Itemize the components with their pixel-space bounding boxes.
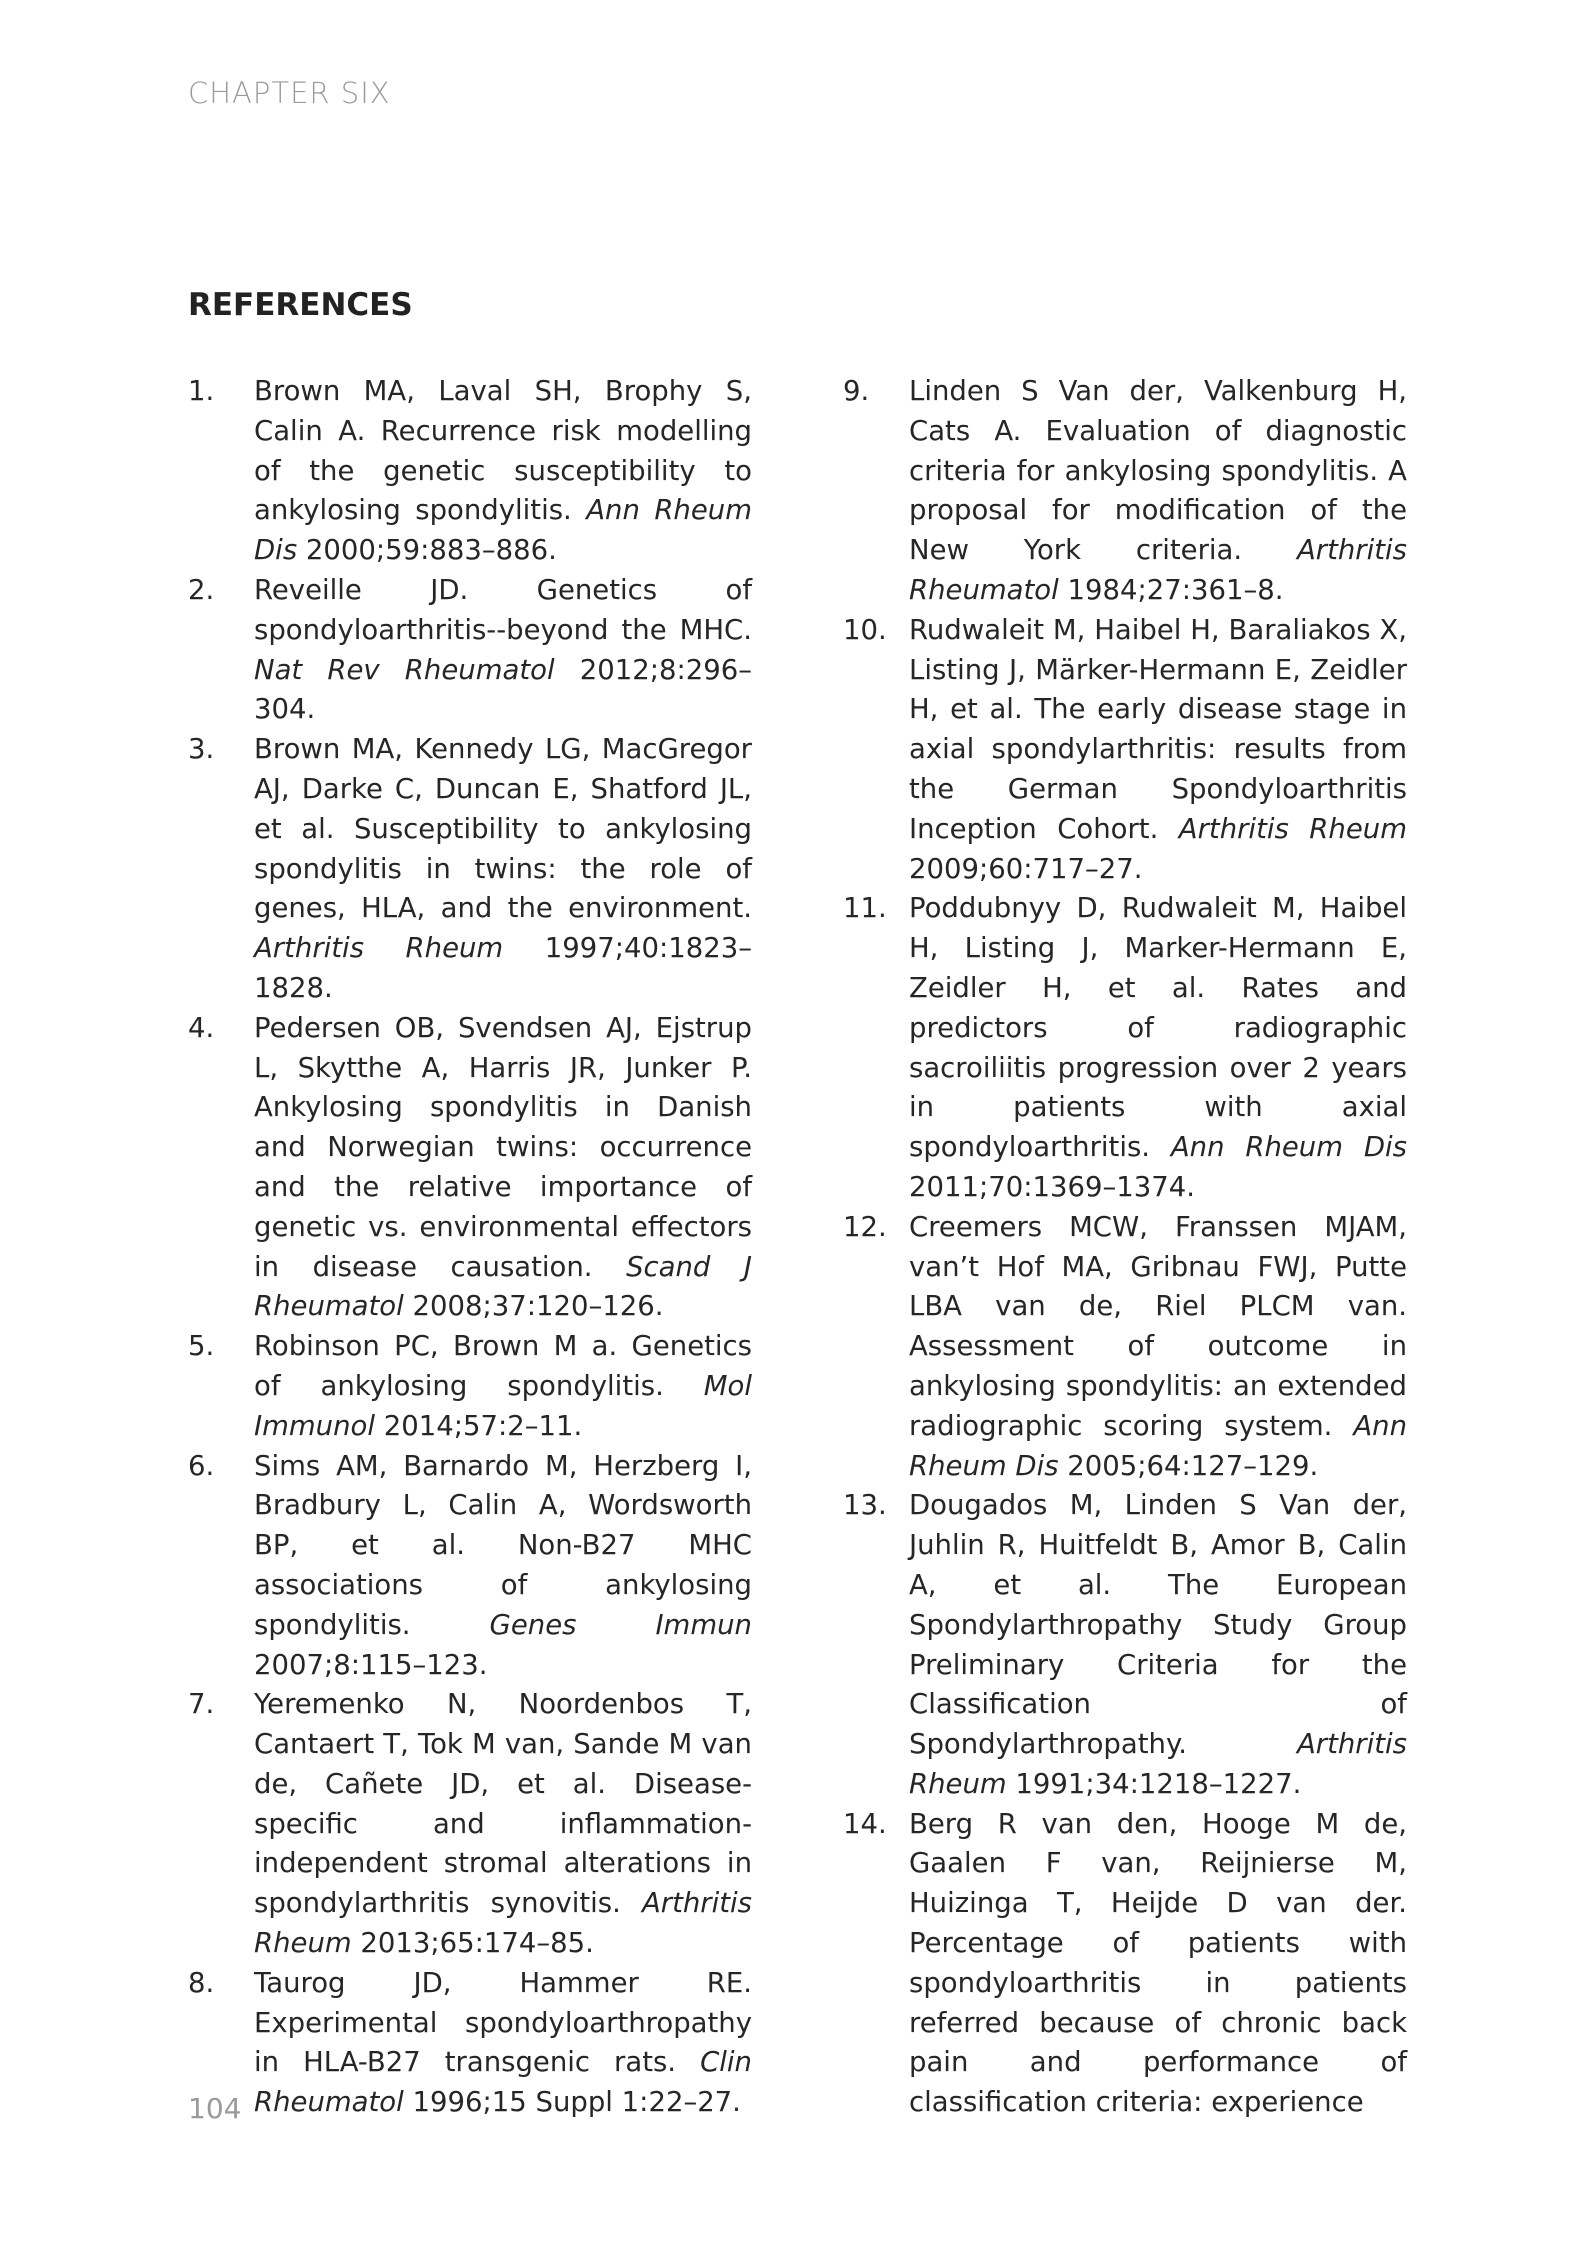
reference-item: [843, 1208, 1407, 1487]
reference-text: Reveille JD. Genetics of spondyloarthritis--beyond the MHC. Nat Rev Rheumatol 2012;8:296–304.: [254, 573, 752, 726]
journal-title: Clin Rheumatol: [254, 2046, 752, 2119]
reference-text: Robinson PC, Brown M a. Genetics of ankylosing spondylitis. Mol Immunol 2014;57:2–11.: [254, 1330, 752, 1442]
reference-number: 11.: [843, 892, 887, 925]
reference-text: Taurog JD, Hammer RE. Experimental spondyloarthropathy in HLA-B27 transgenic rats. Clin Rheumatol 1996;15 Suppl 1:22–27.: [254, 1966, 752, 2119]
journal-title: Mol Immunol: [254, 1369, 752, 1442]
reference-text: Brown MA, Laval SH, Brophy S, Calin A. Recurrence risk modelling of the genetic susceptibility to ankylosing spondylitis. Ann Rheum Dis 2000;59:883–886.: [254, 375, 752, 567]
reference-number: 2.: [188, 573, 215, 606]
reference-number: 13.: [843, 1489, 887, 1522]
reference-text: Berg R van den, Hooge M de, Gaalen F van, Reijnierse M, Huizinga T, Heijde D van der. Percentage of patients with spondyloarthritis in patients referred because of chronic back pain and performance of classification criteria: experience: [909, 1807, 1407, 2119]
journal-title: Arthritis Rheum: [1178, 812, 1407, 845]
reference-text: Linden S Van der, Valkenburg H, Cats A. Evaluation of diagnostic criteria for ankylosing spondylitis. A proposal for modification of the New York criteria. Arthritis Rheumatol 1984;27:361–8.: [909, 375, 1407, 606]
reference-item: [843, 372, 1407, 611]
reference-text: Rudwaleit M, Haibel H, Baraliakos X, Listing J, Märker-Hermann E, Zeidler H, et al. The early disease stage in axial spondylarthritis: results from the German Spondyloarthritis Inception Cohort. Arthritis Rheum 2009;60:717–27.: [909, 613, 1407, 885]
journal-title: Genes Immun: [489, 1608, 752, 1641]
reference-item: [188, 372, 752, 571]
reference-text: Dougados M, Linden S Van der, Juhlin R, Huitfeldt B, Amor B, Calin A, et al. The European Spondylarthropathy Study Group Preliminary Criteria for the Classification of Spondylarthropathy. Arthritis Rheum 1991;34:1218–1227.: [909, 1489, 1407, 1800]
reference-item: [188, 1964, 752, 2123]
reference-number: 4.: [188, 1011, 215, 1044]
reference-item: [843, 1486, 1407, 1804]
running-head: CHAPTER SIX: [188, 76, 391, 110]
journal-title: Arthritis Rheum: [254, 932, 504, 965]
reference-number: 12.: [843, 1210, 887, 1243]
reference-item: [188, 571, 752, 730]
journal-title: Ann Rheum Dis: [1170, 1131, 1407, 1164]
reference-text: Creemers MCW, Franssen MJAM, van’t Hof MA, Gribnau FWJ, Putte LBA van de, Riel PLCM van. Assessment of outcome in ankylosing spondylitis: an extended radiographic scoring system. Ann Rheum Dis 2005;64:127–129.: [909, 1210, 1407, 1482]
page-number: 104: [188, 2092, 242, 2125]
reference-number: 7.: [188, 1688, 215, 1721]
reference-item: [843, 1805, 1407, 2123]
journal-title: Ann Rheum Dis: [254, 494, 752, 567]
journal-title: Nat Rev Rheumatol: [254, 653, 555, 686]
reference-number: 5.: [188, 1330, 215, 1363]
journal-title: Arthritis Rheum: [909, 1728, 1407, 1800]
reference-item: [188, 1327, 752, 1446]
reference-number: 6.: [188, 1449, 215, 1482]
journal-title: Scand J Rheumatol: [254, 1250, 753, 1323]
references-left-column: [188, 372, 752, 2123]
section-heading: REFERENCES: [188, 287, 413, 323]
reference-number: 3.: [188, 733, 215, 766]
reference-item: [843, 611, 1407, 890]
journal-title: Ann Rheum Dis: [909, 1409, 1407, 1482]
reference-number: 8.: [188, 1966, 215, 1999]
reference-item: [843, 889, 1407, 1207]
reference-text: Yeremenko N, Noordenbos T, Cantaert T, Tok M van, Sande M van de, Cañete JD, et al. Disease-specific and inflammation-independent stromal alterations in spondylarthritis synovitis. Arthritis Rheum 2013;65:174–85.: [254, 1688, 752, 1960]
reference-text: Poddubnyy D, Rudwaleit M, Haibel H, Listing J, Marker-Hermann E, Zeidler H, et al. Rates and predictors of radiographic sacroiliitis progression over 2 years in patients with axial spondyloarthritis. Ann Rheum Dis 2011;70:1369–1374.: [909, 892, 1407, 1203]
reference-number: 9.: [843, 375, 870, 407]
references-right-column: [843, 372, 1407, 2123]
reference-item: [188, 1685, 752, 1964]
reference-text: Pedersen OB, Svendsen AJ, Ejstrup L, Skytthe A, Harris JR, Junker P. Ankylosing spondylitis in Danish and Norwegian twins: occurrence and the relative importance of genetic vs. environmental effectors in disease causation. Scand J Rheumatol 2008;37:120–126.: [254, 1011, 753, 1323]
journal-title: Arthritis Rheum: [254, 1887, 752, 1960]
reference-number: 10.: [843, 613, 887, 646]
reference-item: [188, 1447, 752, 1686]
reference-text: Sims AM, Barnardo M, Herzberg I, Bradbury L, Calin A, Wordsworth BP, et al. Non-B27 MHC associations of ankylosing spondylitis. Genes Immun 2007;8:115–123.: [254, 1449, 752, 1681]
reference-text: Brown MA, Kennedy LG, MacGregor AJ, Darke C, Duncan E, Shatford JL, et al. Susceptibility to ankylosing spondylitis in twins: the role of genes, HLA, and the environment. Arthritis Rheum 1997;40:1823–1828.: [254, 733, 752, 1004]
reference-item: [188, 730, 752, 1009]
reference-number: 1.: [188, 375, 215, 407]
reference-number: 14.: [843, 1807, 887, 1840]
reference-item: [188, 1009, 752, 1327]
journal-title: Arthritis Rheumatol: [909, 534, 1407, 606]
